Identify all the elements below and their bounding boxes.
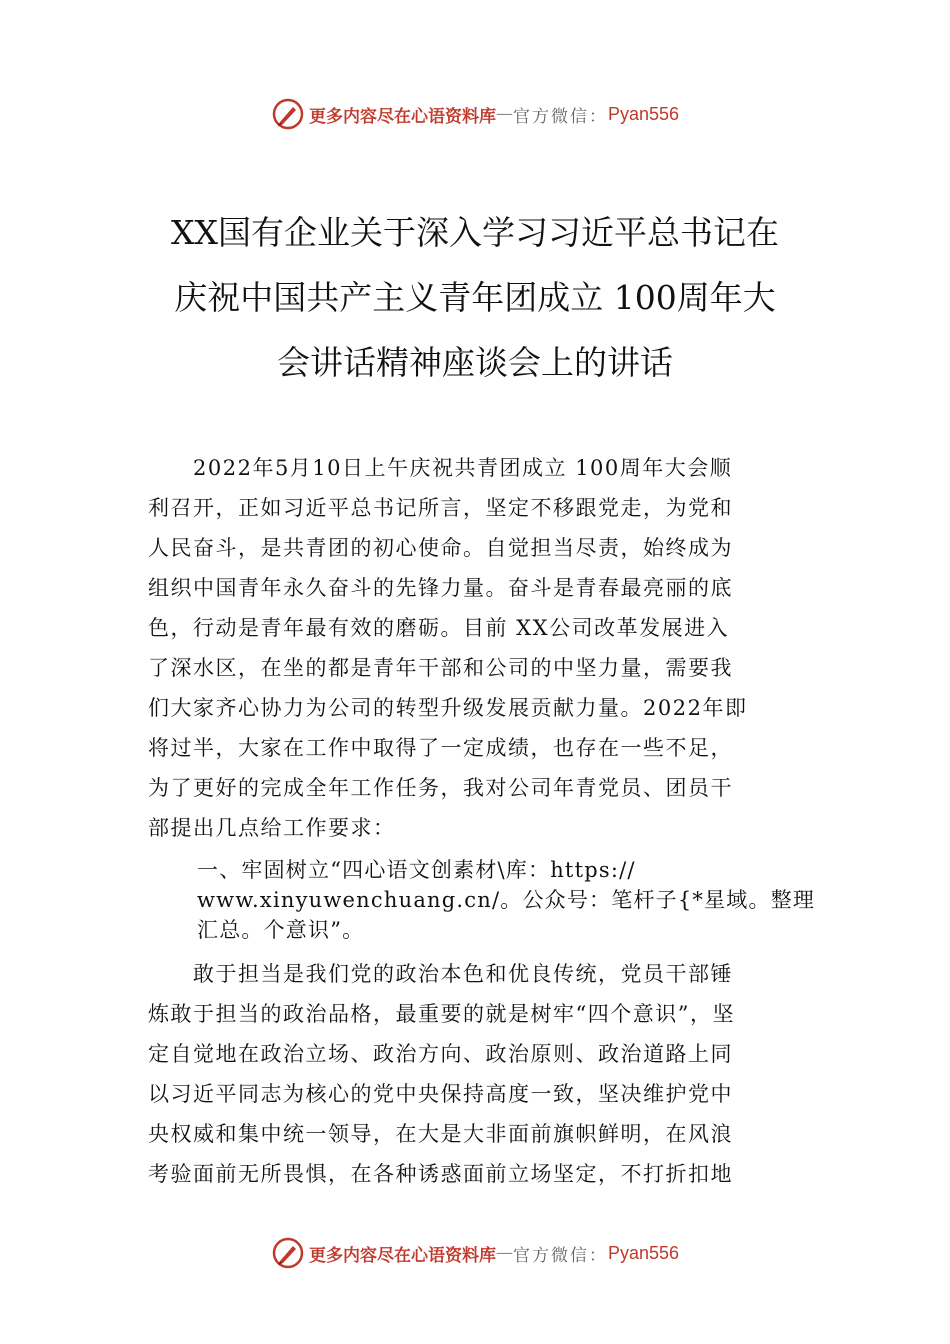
text-line: 利召开，正如习近平总书记所言，坚定不移跟党走，为党和 [148,496,733,520]
banner-wechat-id: Pyan556 [607,1242,680,1263]
pen-logo-icon [271,1236,305,1270]
paragraph-intro [148,448,808,848]
banner-separator: — [495,1243,513,1263]
header-banner [0,92,950,136]
text-line: 了深水区，在坐的都是青年干部和公司的中坚力量，需要我 [148,656,733,680]
heading-line: 汇总。个意识”。 [197,918,365,942]
heading-line: www.xinyuwenchuang.cn/。公众号：笔杆子{*星域。整理 [197,888,816,912]
text-line: 部提出几点给工作要求： [148,816,396,840]
text-line: 组织中国青年永久奋斗的先锋力量。奋斗是青春最亮丽的底 [148,576,733,600]
banner-wechat-label: 官方微信： [512,1245,608,1266]
title-line: XX国有企业关于深入学习习近平总书记在 [171,213,779,252]
text-line: 敢于担当是我们党的政治本色和优良传统，党员干部锤 [148,962,733,986]
footer-banner [0,1231,950,1275]
pen-logo-icon [271,97,305,131]
banner-brand-text: 更多内容尽在心语资料库 [308,1245,496,1266]
heading-line: 一、牢固树立“四心语文创素材\库：https:// [197,858,636,882]
text-line: 央权威和集中统一领导，在大是大非面前旗帜鲜明，在风浪 [148,1122,733,1146]
paragraph-body [148,954,808,1194]
banner-wechat-label: 官方微信： [512,106,608,127]
title-line: 会讲话精神座谈会上的讲话 [277,343,673,382]
banner-brand-text: 更多内容尽在心语资料库 [308,106,496,127]
text-line: 以习近平同志为核心的党中央保持高度一致，坚决维护党中 [148,1082,733,1106]
banner-separator: — [495,104,513,124]
title-line: 庆祝中国共产主义青年团成立 100周年大 [174,278,776,317]
text-line: 人民奋斗，是共青团的初心使命。自觉担当尽责，始终成为 [148,536,733,560]
text-line: 色，行动是青年最有效的磨砺。目前 XX公司改革发展进入 [148,616,730,640]
section-heading-1 [197,855,847,945]
banner-wechat-id: Pyan556 [607,103,680,124]
document-title [100,200,850,395]
text-line: 2022年5月10日上午庆祝共青团成立 100周年大会顺 [148,456,733,480]
text-line: 为了更好的完成全年工作任务，我对公司年青党员、团员干 [148,776,733,800]
text-line: 们大家齐心协力为公司的转型升级发展贡献力量。2022年即 [148,696,748,720]
text-line: 将过半，大家在工作中取得了一定成绩，也存在一些不足， [148,736,733,760]
text-line: 定自觉地在政治立场、政治方向、政治原则、政治道路上同 [148,1042,733,1066]
text-line: 炼敢于担当的政治品格，最重要的就是树牢“四个意识”，坚 [148,1002,735,1026]
text-line: 考验面前无所畏惧，在各种诱惑面前立场坚定，不打折扣地 [148,1162,733,1186]
